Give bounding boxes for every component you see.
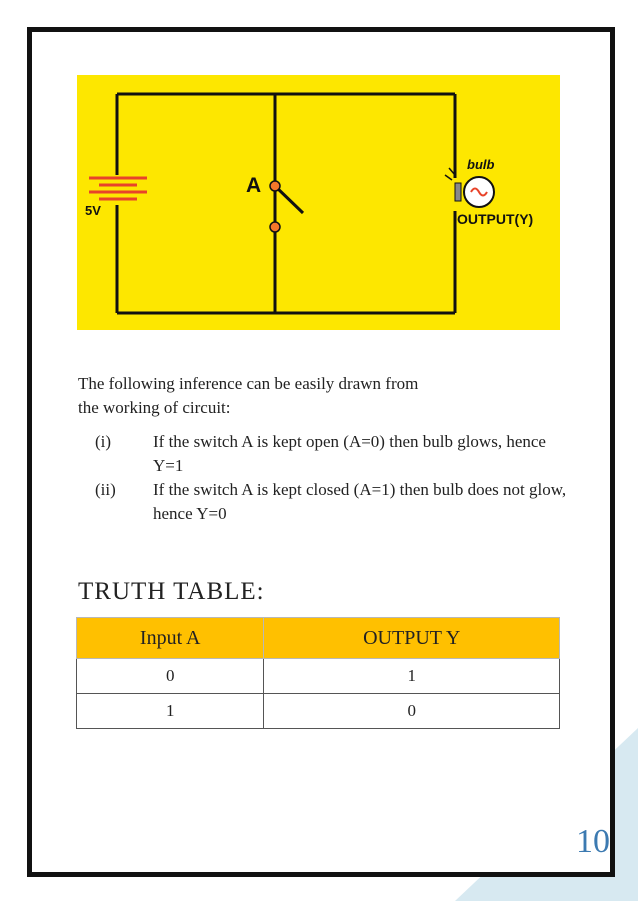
switch-label: A — [246, 174, 262, 197]
table-cell: 0 — [264, 694, 560, 729]
battery-label: 5V — [85, 203, 101, 218]
inference-list — [95, 430, 565, 526]
column-header-output: OUTPUT Y — [264, 618, 560, 659]
truth-table-heading: TRUTH TABLE: — [78, 578, 265, 605]
bulb-label: bulb — [467, 157, 495, 172]
page-number: 10 — [576, 823, 610, 860]
table-header-row — [77, 618, 560, 659]
list-item-number: (i) — [95, 432, 112, 451]
list-item — [95, 430, 565, 478]
column-header-input: Input A — [77, 618, 264, 659]
inference-line-2: the working of circuit: — [78, 398, 231, 417]
circuit-diagram — [77, 75, 560, 330]
list-item — [95, 478, 565, 526]
list-item-text: If the switch A is kept closed (A=1) then bulb does not glow, hence Y=0 — [153, 480, 567, 523]
inference-line-1: The following inference can be easily drawn from — [78, 374, 419, 393]
table-cell: 0 — [77, 659, 264, 694]
table-row — [77, 659, 560, 694]
truth-table — [76, 617, 560, 729]
list-item-text: If the switch A is kept open (A=0) then bulb glows, hence Y=1 — [153, 432, 546, 475]
inference-paragraph — [78, 372, 558, 420]
switch-contact-top — [270, 181, 280, 191]
table-row — [77, 694, 560, 729]
table-cell: 1 — [264, 659, 560, 694]
switch-contact-bottom — [270, 222, 280, 232]
output-label: OUTPUT(Y) — [457, 211, 534, 227]
table-cell: 1 — [77, 694, 264, 729]
list-item-number: (ii) — [95, 480, 116, 499]
